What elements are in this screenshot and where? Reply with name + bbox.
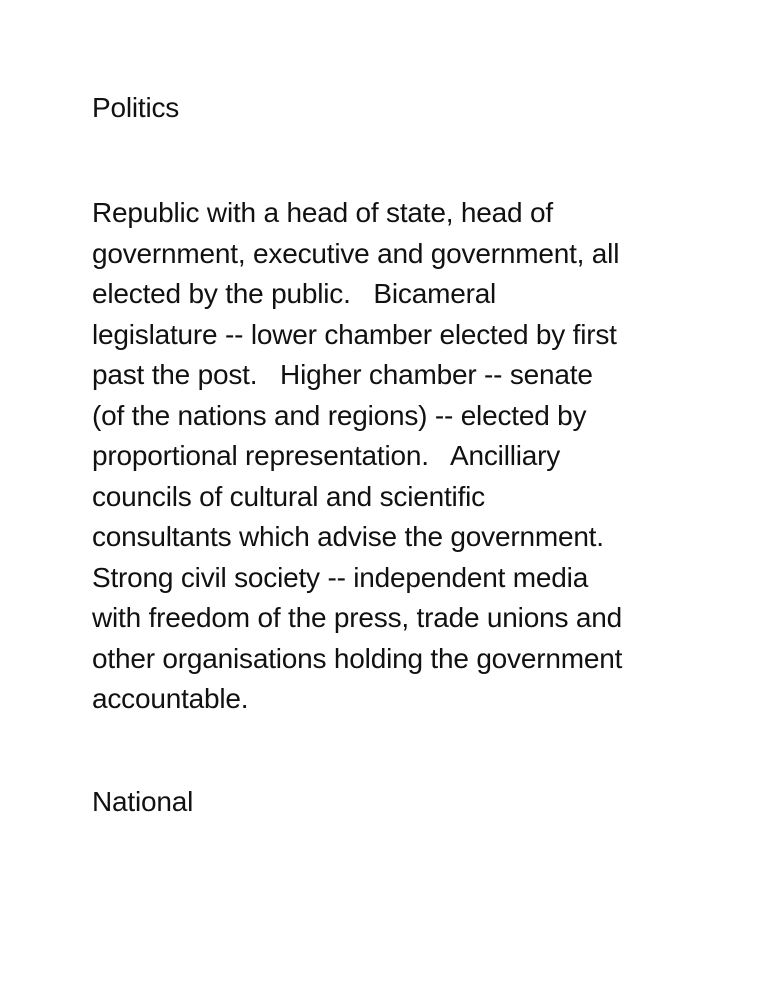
paragraph-line-8: councils of cultural and scientific — [92, 480, 485, 512]
paragraph-line-12: other organisations holding the government — [92, 642, 623, 674]
paragraph-line-7: proportional representation. Ancilliary — [92, 440, 561, 471]
section-heading-politics: Politics — [92, 92, 180, 123]
paragraph-line-10: Strong civil society -- independent media — [92, 561, 589, 593]
paragraph-line-6: (of the nations and regions) -- elected by — [92, 399, 587, 431]
paragraph-line-9: consultants which advise the government. — [92, 521, 604, 552]
paragraph-line-3: elected by the public. Bicameral — [92, 278, 497, 309]
paragraph-line-5: past the post. Higher chamber -- senate — [92, 359, 593, 390]
politics-paragraph — [92, 193, 732, 720]
paragraph-line-4: legislature -- lower chamber elected by first — [92, 318, 617, 350]
paragraph-line-11: with freedom of the press, trade unions and — [92, 602, 622, 633]
paragraph-line-2: government, executive and government, all — [92, 237, 620, 269]
paragraph-line-13: accountable. — [92, 683, 249, 714]
section-heading-national: National — [92, 786, 194, 817]
paragraph-line-1: Republic with a head of state, head of — [92, 197, 553, 228]
